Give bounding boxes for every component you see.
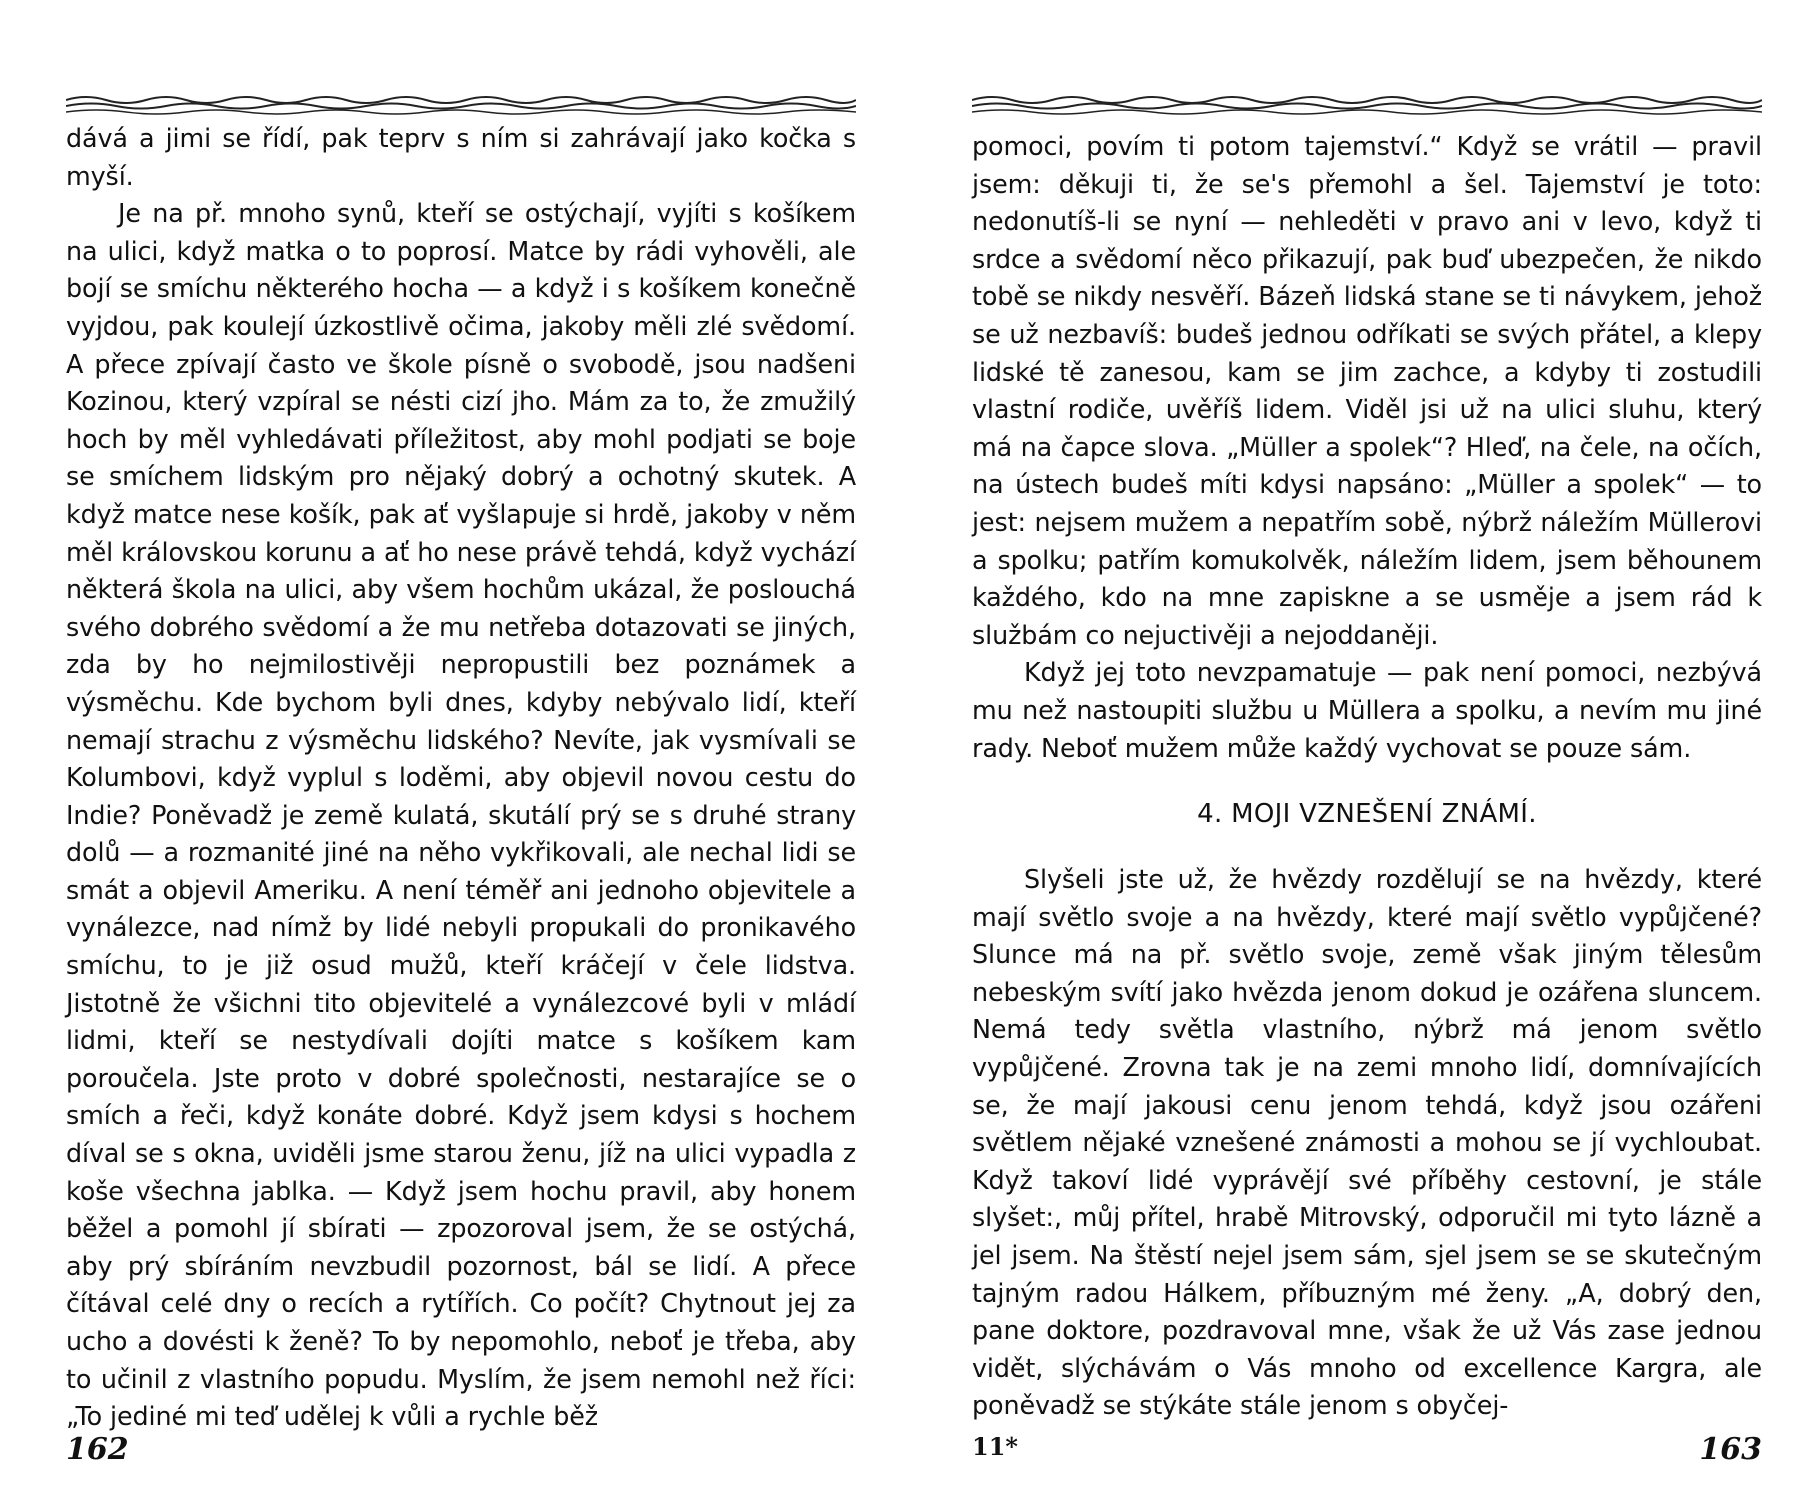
page-number: 162	[66, 1432, 129, 1467]
paragraph: pomoci, povím ti potom tajemství.“ Když se vrátil — pravil jsem: děkuji ti, že se's přemohl a šel. Tajemství je toto: nedonutíš-li se nyní — nehleděti v pravo ani v levo, když ti srdce a svědomí něco přikazují, pak buď ubezpečen, že nikdo tobě se nikdy nesvěří. Bázeň lidská stane se ti návykem, jehož se už nezbavíš: budeš jednou odříkati se svých přátel, a klepy lidské tě zanesou, kam se jim zachce, a kdyby ti zostudili vlastní rodiče, uvěříš lidem. Viděl jsi už na ulici sluhu, který má na čapce slova. „Müller a spolek“? Hleď, na čele, na očích, na ústech budeš míti kdysi napsáno: „Müller a spolek“ — to jest: nejsem mužem a nepatřím sobě, nýbrž náležím Müllerovi a spolku; patřím komukolvěk, náležím lidem, jsem běhounem každého, kdo na mne zapiskne a se usměje a jsem rád k službám co nejuctivěji a nejoddaněji.	[972, 131, 1762, 650]
left-page-text	[66, 120, 856, 1436]
paragraph: Je na př. mnoho synů, kteří se ostýchají, vyjíti s košíkem na ulici, když matka o to poprosí. Matce by rádi vyhověli, ale bojí se smíchu některého hocha — a když i s košíkem konečně vyjdou, pak koulejí úzkostlivě očima, jakoby měli zlé svědomí. A přece zpívají často ve škole písně o svobodě, jsou nadšeni Kozinou, který vzpíral se nésti cizí jho. Mám za to, že zmužilý hoch by měl vyhledávati příležitost, aby mohl podjati se boje se smíchem lidským pro nějaký dobrý a ochotný skutek. A když matce nese košík, pak ať vyšlapuje si hrdě, jakoby v něm měl královskou korunu a ať ho nese právě tehdá, když vychází některá škola na ulici, aby všem hochům ukázal, že poslouchá svého dobrého svědomí a že mu netřeba dotazovati se jiných, zda by ho nejmilostivěji nepropustili bez poznámek a výsměchu. Kde bychom byli dnes, kdyby nebývalo lidí, kteří nemají strachu z výsměchu lidského? Nevíte, jak vysmívali se Kolumbovi, když vyplul s loděmi, aby objevil novou cestu do Indie? Poněvadž je země kulatá, skutálí prý se s druhé strany dolů — a rozmanité jiné na něho vykřikovali, ale nechal lidi se smát a objevil Ameriku. A není téměř ani jednoho objevitele a vynálezce, nad nímž by lidé nebyli propukali do pronikavého smíchu, to je již osud mužů, kteří kráčejí v čele lidstva. Jistotně že všichni tito objevitelé a vynálezcové byli v mládí lidmi, kteří se nestydívali dojíti matce s košíkem kam poroučela. Jste proto v dobré společnosti, nestarajíce se o smích a řeči, když konáte dobré. Když jsem kdysi s hochem díval se s okna, uviděli jsme starou ženu, jíž na ulici vypadla z koše všechna jablka. — Když jsem hochu pravil, aby honem běžel a pomohl jí sbírati — zpozoroval jsem, že se ostýchá, aby prý sbíráním nevzbudil pozornost, bál se lidí. A přece čítával celé dny o recích a rytířích. Co počít? Chytnout jej za ucho a dovésti k ženě? To by nepomohlo, neboť je třeba, aby to učinil z vlastního popudu. Myslím, že jsem nemohl než říci: „To jediné mi teď udělej k vůli a rychle běž	[66, 198, 856, 1432]
paragraph: Slyšeli jste už, že hvězdy rozdělují se na hvězdy, které mají světlo svoje a na hvězdy, které mají světlo vypůjčené? Slunce má na př. světlo svoje, země však jiným tělesům nebeským svítí jako hvězda jenom dokud je ozářena sluncem. Nemá tedy světla vlastního, nýbrž má jenom světlo vypůjčené. Zrovna tak je na zemi mnoho lidí, domnívajících se, že mají jakousi cenu jenom tehdá, když jsou ozářeni světlem nějaké vznešené známosti a mohou se jí vychloubat. Když takoví lidé vyprávějí své příběhy cestovní, je stále slyšet:, můj přítel, hrabě Mitrovský, odporučil mi tyto lázně a jel jsem. Na štěstí nejel jsem sám, sjel jsem se se skutečným tajným radou Hálkem, příbuzným mé ženy. „A, dobrý den, pane doktore, pozdravoval mne, však že už Vás zase jednou vidět, slýchávám o Vás mnoho od excellence Kargra, ale poněvadž se stýkáte stále jenom s obyčej-	[972, 864, 1762, 1421]
paragraph: Když jej toto nevzpamatuje — pak není pomoci, nezbývá mu než nastoupiti službu u Müllera a spolku, a nevím mu jiné rady. Neboť mužem může každý vychovat se pouze sám.	[972, 657, 1762, 763]
right-page-text	[972, 128, 1762, 1425]
header-ornament-rule	[66, 86, 856, 120]
header-ornament-rule	[972, 86, 1762, 120]
paragraph: dává a jimi se řídí, pak teprv s ním si zahrávají jako kočka s myší.	[66, 123, 856, 191]
right-page	[972, 0, 1762, 1500]
signature-mark: 11*	[972, 1432, 1018, 1461]
chapter-heading: 4. MOJI VZNEŠENÍ ZNÁMÍ.	[1197, 799, 1537, 830]
left-page	[66, 0, 856, 1500]
page-number: 163	[1699, 1432, 1762, 1467]
